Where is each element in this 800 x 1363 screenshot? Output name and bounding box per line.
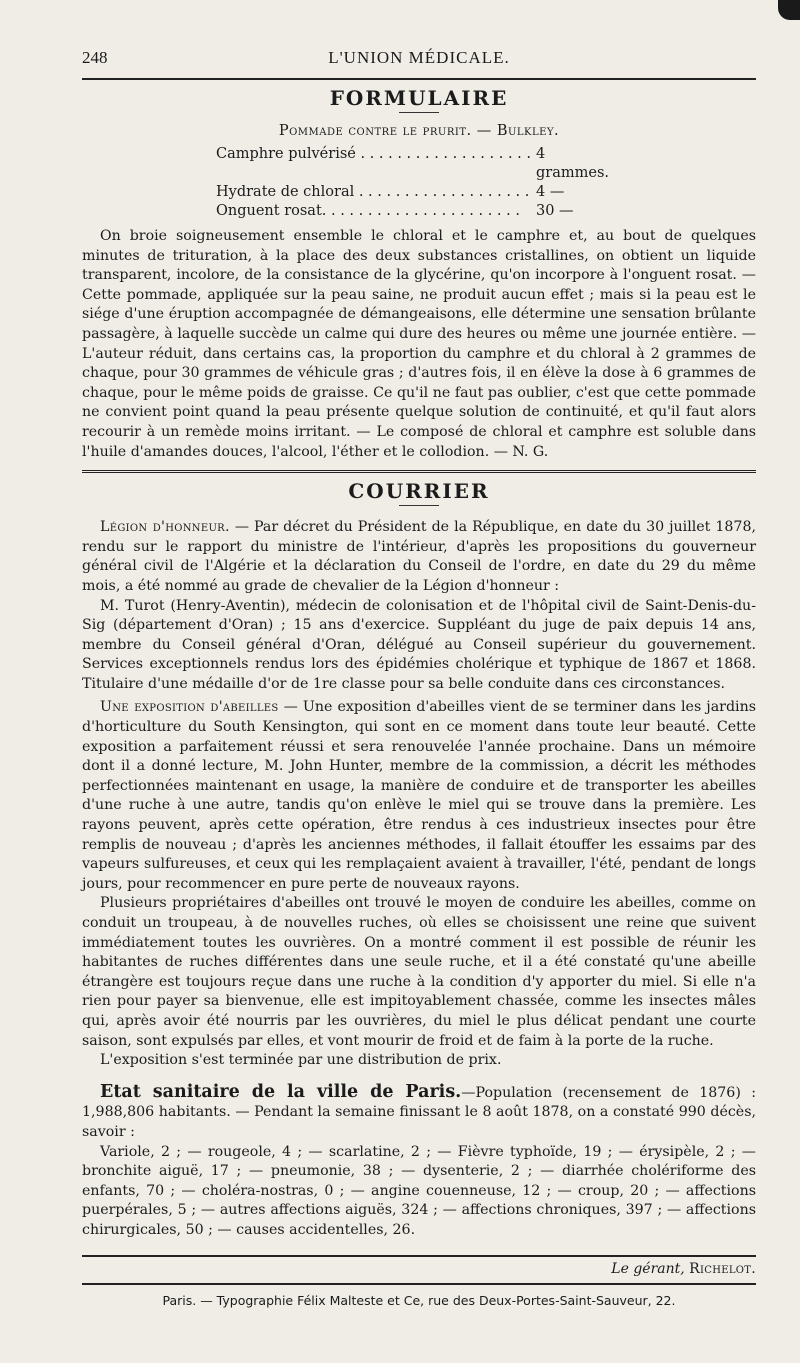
etat-sanitaire-title: Etat sanitaire de la ville de Paris. (100, 1081, 462, 1102)
recipe-title: Pommade contre le prurit. — Bulkley. (278, 123, 560, 139)
proprietaires-paragraph: Plusieurs propriétaires d'abeilles ont trouvé le moyen de conduire les abeilles, comme on conduit un troupeau, à de nouvelles ruches, où elles se choisissent une reine que suivent immédiatement toutes les ouvrières. On a montré comment il est possible de réunir les habitantes de ruches différentes dans une seule ruche, et il a été constaté qu'une abeille étrangère est toujours reçue dans une ruche à la condition d'y apporter du miel. Si elle n'a rien pour payer sa bienvenue, elle est impitoyablement chassée, comme les insectes mâles qui, après avoir été nourris par les ouvrières, du miel le plus délicat pendant une courte saison, sont expulsés par elles, et vont mourir de froid et de faim à la porte de la ruche. (82, 895, 756, 1049)
ingredient-name: Onguent rosat. . . . (216, 202, 530, 221)
etat-sanitaire-intro-text: —Population (recensement de 1876) : 1,988,806 habitants. — Pendant la semaine finissant le 8 août 1878, on a constaté 990 décès, savoir : (82, 1084, 756, 1140)
abeilles-lead: Une exposition d'abeilles (100, 699, 279, 716)
legion-text: — Par décret du Président de la République, en date du 30 juillet 1878, rendu sur le rapport du ministre de l'intérieur, d'après les propositions du gouverneur général civil de l'Algérie et la déclaration du Conseil de l'ordre, en date du 29 du même mois, a été nommé au grade de chevalier de la Légion d'honneur : (82, 519, 756, 594)
ingredient-qty: 30 — (530, 202, 606, 221)
ingredient-row (216, 145, 609, 183)
courrier-heading: COURRIER (348, 479, 490, 504)
heading-ornament-rule (399, 112, 439, 113)
journal-title: L'UNION MÉDICALE. (328, 48, 510, 67)
ingredient-qty: 4 grammes. (530, 145, 606, 183)
abeilles-paragraph (82, 698, 756, 894)
ingredient-name: Hydrate de chloral . . . (216, 183, 530, 202)
footer-rule (82, 1283, 756, 1285)
printer-imprint: Paris. — Typographie Félix Malteste et Ce, rue des Deux-Portes-Saint-Sauveur, 22. (162, 1292, 676, 1308)
ingredient-row (216, 202, 606, 221)
abeilles-text: — Une exposition d'abeilles vient de se terminer dans les jardins d'horticulture du South Kensington, qui sont en ce moment dans toute leur beauté. Cette exposition a parfaitement réussi et sera renouvelée l'année prochaine. Dans un mémoire dont il a donné lecture, M. John Hunter, membre de la commission, a décrit les méthodes perfectionnées maintenant en usage, la manière de conduire et de transporter les abeilles d'une ruche à une autre, tandis qu'on enlève le miel qui se trouve dans la première. Les rayons peuvent, après cette opération, être rendus à ces industrieux insectes pour être remplis de nouveau ; d'après les anciennes méthodes, il fallait étouffer les essaims par des vapeurs sulfureuses, et ceux qui les remplaçaient avaient à travailler, l'été, pendant de longs jours, pour recommencer en pure perte de nouveaux rayons. (82, 699, 756, 892)
signature-line (82, 1261, 756, 1277)
recipe-ingredients (216, 145, 609, 221)
legion-lead: Légion d'honneur. (100, 519, 230, 536)
turot-paragraph: M. Turot (Henry-Aventin), médecin de colonisation et de l'hôpital civil de Saint-Denis-du-Sig (département d'Oran) ; 15 ans d'exercice. Suppléant du juge de paix depuis 14 ans, membre du Conseil général d'Oran, délégué au Conseil supérieur du gouvernement. Services exceptionnels rendus lors des épidémies cholérique et typhique de 1867 et 1868. Titulaire d'une médaille d'or de 1re classe pour sa belle conduite dans ces circonstances. (82, 597, 756, 692)
signature-label: Le gérant, (611, 1260, 685, 1277)
running-head (82, 42, 756, 72)
formulaire-text: On broie soigneusement ensemble le chloral et le camphre et, au bout de quelques minutes de trituration, à la place des deux substances cristallines, on obtient un liquide transparent, incolore, de la consistance de la glycérine, qu'on incorpore à l'onguent rosat. — Cette pommade, appliquée sur la peau saine, ne produit aucun effet ; mais si la peau est le siége d'une éruption accompagnée de démangeaisons, elle détermine une sensation brûlante passagère, à laquelle succède un calme qui dure des heures ou même une journée entière. — L'auteur réduit, dans certains cas, la proportion du camphre et du chloral à 2 grammes de chaque, pour 30 grammes de véhicule gras ; d'autres fois, il en élève la dose à 6 grammes de chaque, pour le même poids de graisse. Ce qu'il ne faut pas oublier, c'est que cette pommade ne convient point quand la peau présente quelque solution de continuité, et qu'il faut alors recourir à un remède moins irritant. — Le composé de chloral et camphre est soluble dans l'huile d'amandes douces, l'alcool, l'éther et le collodion. — N. G. (82, 228, 756, 460)
ingredient-qty: 4 — (530, 183, 606, 202)
header-rule (82, 78, 756, 80)
page-corner-shadow (778, 0, 800, 20)
signature-rule (82, 1255, 756, 1257)
ingredient-row (216, 183, 606, 202)
signature-name: Richelot. (689, 1260, 756, 1277)
ingredient-name: Camphre pulvérisé . . . (216, 145, 530, 183)
section-divider (82, 470, 756, 473)
exposition-end: L'exposition s'est terminée par une distribution de prix. (100, 1052, 502, 1069)
etat-sanitaire-intro (82, 1083, 756, 1143)
legion-paragraph (82, 518, 756, 596)
page-number: 248 (82, 48, 108, 67)
etat-sanitaire-details: Variole, 2 ; — rougeole, 4 ; — scarlatine, 2 ; — Fièvre typhoïde, 19 ; — érysipèle, 2 ; — bronchite aiguë, 17 ; — pneumonie, 38 ; — dysenterie, 2 ; — diarrhée cholériforme des enfants, 70 ; — choléra-nostras, 0 ; — angine couenneuse, 12 ; — croup, 20 ; — affections puerpérales, 5 ; — autres affections aiguës, 324 ; — affections chroniques, 397 ; — affections chirurgicales, 50 ; — causes accidentelles, 26. (82, 1143, 756, 1238)
formulaire-heading: FORMULAIRE (329, 86, 509, 110)
